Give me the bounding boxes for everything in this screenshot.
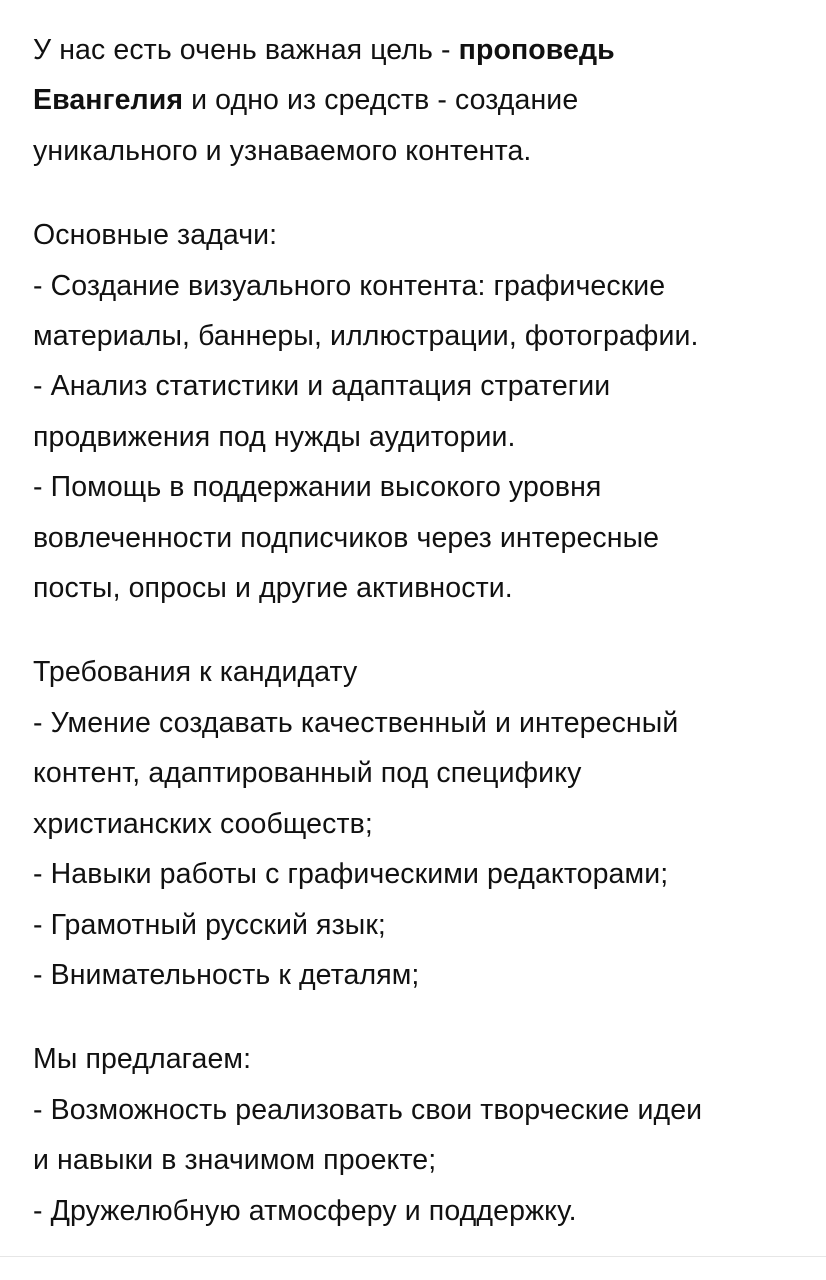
tasks-line: вовлеченности подписчиков через интересные bbox=[33, 521, 660, 554]
post-text bbox=[33, 25, 803, 1236]
intro-line: уникального и узнаваемого контента. bbox=[33, 134, 532, 167]
intro-line bbox=[33, 25, 803, 75]
requirements-line: - Грамотный русский язык; bbox=[33, 908, 386, 941]
offers-heading: Мы предлагаем: bbox=[33, 1043, 252, 1076]
intro-bold-text: проповедь bbox=[458, 34, 615, 66]
tasks-line: - Анализ статистики и адаптация стратегии bbox=[33, 370, 611, 403]
offers-line: - Дружелюбную атмосферу и поддержку. bbox=[33, 1194, 577, 1227]
requirements-line: - Навыки работы с графическими редакторами; bbox=[33, 858, 669, 891]
offers-line: - Возможность реализовать свои творческие идеи bbox=[33, 1093, 703, 1126]
offers-line: и навыки в значимом проекте; bbox=[33, 1144, 437, 1177]
tasks-line: - Создание визуального контента: графические bbox=[33, 269, 666, 302]
intro-paragraph bbox=[33, 25, 803, 176]
requirements-line: - Умение создавать качественный и интересный bbox=[33, 706, 679, 739]
paragraph-gap bbox=[33, 176, 803, 210]
paragraph-gap bbox=[33, 1000, 803, 1034]
requirements-heading: Требования к кандидату bbox=[33, 656, 358, 689]
intro-bold-text: Евангелия bbox=[33, 84, 184, 117]
tasks-line: материалы, баннеры, иллюстрации, фотографии. bbox=[33, 320, 699, 353]
tasks-line: посты, опросы и другие активности. bbox=[33, 572, 513, 605]
intro-line-text: У нас есть очень важная цель - bbox=[33, 34, 459, 66]
bottom-divider bbox=[0, 1256, 826, 1257]
requirements-line: контент, адаптированный под специфику bbox=[33, 757, 582, 790]
intro-line-text: и одно из средств - создание bbox=[183, 84, 579, 117]
tasks-section bbox=[33, 210, 803, 613]
requirements-line: - Внимательность к деталям; bbox=[33, 958, 420, 991]
tasks-heading: Основные задачи: bbox=[33, 219, 278, 252]
paragraph-gap bbox=[33, 613, 803, 647]
tasks-line: - Помощь в поддержании высокого уровня bbox=[33, 471, 602, 504]
intro-line bbox=[33, 75, 803, 125]
tasks-line: продвижения под нужды аудитории. bbox=[33, 420, 516, 453]
offers-section bbox=[33, 1034, 803, 1236]
requirements-section bbox=[33, 647, 803, 1000]
requirements-line: христианских сообществ; bbox=[33, 807, 373, 840]
